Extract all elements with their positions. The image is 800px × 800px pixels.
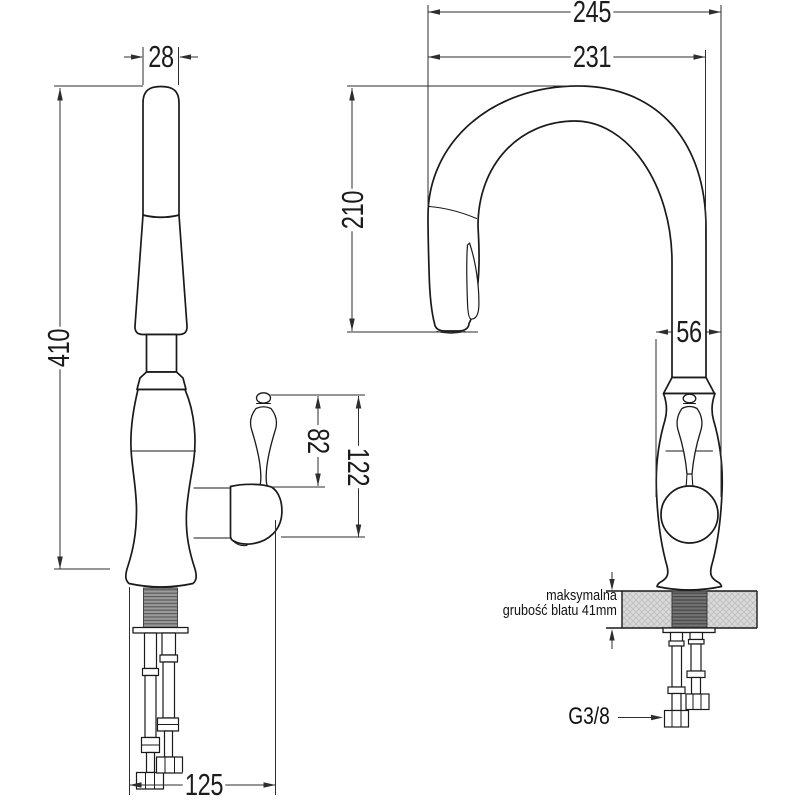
lever-knob <box>683 394 696 403</box>
dim-label-lever-height: 82 <box>305 425 331 457</box>
body-medallion <box>661 486 718 543</box>
hose-nut <box>665 711 689 728</box>
countertop-note-line2: grubość blatu 41mm <box>502 601 617 619</box>
supply-hoses-right <box>665 633 710 728</box>
hose-nut <box>686 694 709 710</box>
dim-label-handle-width: 28 <box>145 44 177 70</box>
dim-label-spout-height: 210 <box>340 189 366 232</box>
mounting-flange-left <box>133 628 188 634</box>
left-faucet <box>126 87 282 790</box>
side-lever <box>251 407 277 489</box>
dim-label-base-span: 125 <box>183 772 226 798</box>
dim-label-outlet-height: 122 <box>345 445 371 488</box>
handle-stick <box>143 87 179 218</box>
thread-size-label: G3/8 <box>568 703 610 730</box>
upper-taper <box>135 215 187 335</box>
countertop-cross-section <box>606 591 757 727</box>
neck <box>147 335 177 373</box>
countertop-thickness-note <box>503 589 617 618</box>
mounting-flange-right <box>663 628 715 633</box>
countertop-note-line1: maksymalna <box>546 587 617 604</box>
threaded-stud-left <box>144 588 178 628</box>
dim-label-total-height: 410 <box>46 327 72 370</box>
supply-hoses-left <box>137 633 183 789</box>
faucet-body-left <box>126 390 197 588</box>
threaded-stud-right <box>672 591 707 628</box>
dim-label-reach-overall: 245 <box>571 0 614 25</box>
body-collar <box>664 378 715 394</box>
neck-collar <box>137 372 186 390</box>
spout-cowl <box>231 484 282 544</box>
dim-label-body-width: 56 <box>673 319 705 345</box>
lever-knob <box>257 393 271 403</box>
hose-nut <box>157 757 183 773</box>
dim-label-reach: 231 <box>571 44 614 70</box>
